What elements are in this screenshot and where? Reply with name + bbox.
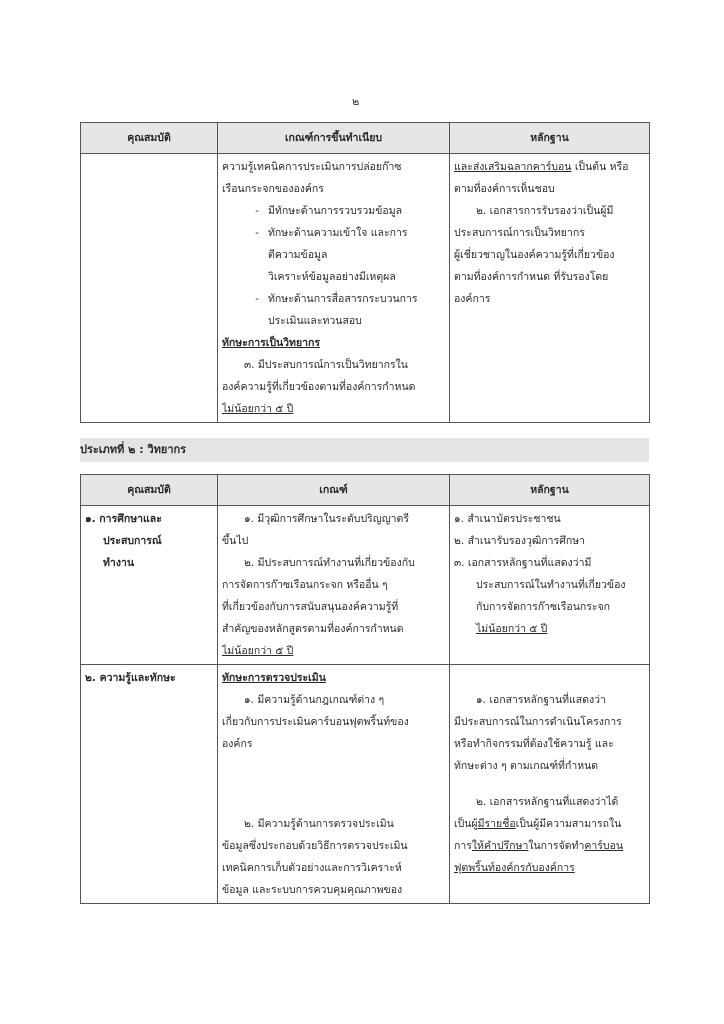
text-line: สำคัญของหลักสูตรตามที่องค์การกำหนด [222, 623, 404, 635]
text-line: เทคนิคการเก็บตัวอย่างและการวิเคราะห์ [222, 862, 402, 874]
text-line: ประสบการณ์ [103, 535, 162, 547]
text-line: ทักษะต่าง ๆ ตามเกณฑ์ที่กำหนด [454, 760, 599, 772]
column-header-evidence: หลักฐาน [450, 475, 650, 506]
text-line: ๒. มีความรู้ด้านการตรวจประเมิน [244, 818, 394, 830]
column-header-criteria: เกณฑ์ [218, 475, 450, 506]
table-header-row [81, 475, 650, 506]
minimum-years: ไม่น้อยกว่า ๕ ปี [476, 623, 548, 635]
text-line: องค์การ [454, 293, 491, 305]
audit-skill-heading: ทักษะการตรวจประเมิน [222, 672, 326, 684]
underlined-text: คาร์บอน [584, 840, 624, 852]
text-line: ๑. มีวุฒิการศึกษาในระดับปริญญาตรี [244, 513, 409, 525]
text-line: ๓. เอกสารหลักฐานที่แสดงว่ามี [454, 557, 592, 569]
bullet-item: - ทักษะด้านการสื่อสารกระบวนการ [222, 288, 445, 310]
text-line: วิเคราะห์ข้อมูลอย่างมีเหตุผล [268, 271, 396, 283]
text-line: เรือนกระจกขององค์กร [222, 183, 324, 195]
qualification-cell [81, 506, 218, 665]
text-line: ข้อมูล และระบบการควบคุมคุณภาพของ [222, 884, 403, 896]
table-speaker [80, 474, 650, 904]
column-header-qualification: คุณสมบัติ [81, 123, 218, 154]
minimum-years: ไม่น้อยกว่า ๕ ปี [222, 403, 294, 415]
text-line: ผู้เชี่ยวชาญในองค์ความรู้ที่เกี่ยวข้อง [454, 249, 615, 261]
table-continued [80, 122, 650, 423]
qualification-cell [81, 154, 218, 423]
text-line: การจัดการก๊าซเรือนกระจก หรืออื่น ๆ [222, 579, 388, 591]
text-line: ๑. การศึกษาและ [85, 513, 162, 525]
column-header-qualification: คุณสมบัติ [81, 475, 218, 506]
underlined-text: และส่งเสริมฉลากคาร์บอน [454, 161, 572, 173]
text-line: กับการจัดการก๊าซเรือนกระจก [476, 601, 611, 613]
text-line: เกี่ยวกับการประเมินคาร์บอนฟุตพริ้นท์ของ [222, 716, 409, 728]
text-fragment: การ [454, 840, 472, 852]
text-fragment: เป็นต้น หรือ [571, 161, 629, 173]
text-line: ประสบการณ์การเป็นวิทยากร [454, 227, 585, 239]
spacer [454, 667, 645, 689]
text-line: ขึ้นไป [222, 535, 249, 547]
text-line: ตามที่องค์การเห็นชอบ [454, 183, 555, 195]
text-fragment: ในการจัดทำ [528, 840, 585, 852]
text-line: ความรู้เทคนิคการประเมินการปล่อยก๊าซ [222, 161, 402, 173]
evidence-cell [450, 506, 650, 665]
text-line [454, 835, 645, 857]
text-line [454, 813, 645, 835]
text-line [454, 156, 645, 178]
text-line: ๒. ความรู้และทักษะ [85, 672, 176, 684]
bullet-item: - มีทักษะด้านการรวบรวมข้อมูล [222, 200, 445, 222]
text-line: ๑. มีความรู้ด้านกฎเกณฑ์ต่าง ๆ [244, 694, 385, 706]
text-line: ๑. สำเนาบัตรประชาชน [454, 513, 561, 525]
section-title: ประเภทที่ ๒ : วิทยากร [80, 438, 649, 462]
text-line: องค์กร [222, 738, 253, 750]
minimum-years: ไม่น้อยกว่า ๕ ปี [222, 645, 294, 657]
qualification-cell [81, 665, 218, 904]
text-fragment: เป็นผู้มีความสามารถใน [515, 818, 622, 830]
text-line: ๑. เอกสารหลักฐานที่แสดงว่า [476, 694, 606, 706]
text-line: องค์ความรู้ที่เกี่ยวข้องตามที่องค์การกำหนด [222, 381, 416, 393]
table-row [81, 665, 650, 904]
text-line: ๒. เอกสารหลักฐานที่แสดงว่าได้ [476, 796, 619, 808]
underlined-text: มีรายชื่อ [477, 818, 516, 830]
text-line: ๒. มีประสบการณ์ทำงานที่เกี่ยวข้องกับ [244, 557, 415, 569]
table-header-row [81, 123, 650, 154]
text-line: ตีความข้อมูล [268, 249, 328, 261]
spacer [454, 777, 645, 791]
criteria-cell [218, 154, 450, 423]
text-line: ทำงาน [103, 557, 135, 569]
text-line: ตามที่องค์การกำหนด ที่รับรองโดย [454, 271, 609, 283]
table-row [81, 154, 650, 423]
text-fragment: เป็นผู้ [454, 818, 478, 830]
table-row [81, 506, 650, 665]
text-line: มีประสบการณ์ในการดำเนินโครงการ [454, 716, 622, 728]
text-line: ๒. สำเนารับรองวุฒิการศึกษา [454, 535, 586, 547]
text-line: ข้อมูลซึ่งประกอบด้วยวิธีการตรวจประเมิน [222, 840, 408, 852]
text-line: ๓. มีประสบการณ์การเป็นวิทยากรใน [244, 359, 408, 371]
evidence-cell [450, 665, 650, 904]
underlined-text: ฟุตพริ้นท์องค์กรกับองค์การ [454, 862, 575, 874]
text-line: หรือทำกิจกรรมที่ต้องใช้ความรู้ และ [454, 738, 614, 750]
evidence-cell [450, 154, 650, 423]
column-header-evidence: หลักฐาน [450, 123, 650, 154]
text-line: ประเมินและทวนสอบ [268, 315, 362, 327]
text-line: ๒. เอกสารการรับรองว่าเป็นผู้มี [476, 205, 614, 217]
bullet-item: - ทักษะด้านความเข้าใจ และการ [222, 222, 445, 244]
spacer [222, 755, 445, 799]
column-header-criteria: เกณฑ์การขึ้นทำเนียบ [218, 123, 450, 154]
criteria-cell [218, 665, 450, 904]
criteria-cell [218, 506, 450, 665]
underlined-text: ให้คำปรึกษา [471, 840, 529, 852]
text-line: ประสบการณ์ในทำงานที่เกี่ยวข้อง [476, 579, 626, 591]
page-number: ๒ [352, 95, 360, 108]
speaker-skill-heading: ทักษะการเป็นวิทยากร [222, 337, 321, 349]
spacer [222, 799, 445, 813]
text-line: ที่เกี่ยวข้องกับการสนับสนุนองค์ความรู้ที่ [222, 601, 399, 613]
